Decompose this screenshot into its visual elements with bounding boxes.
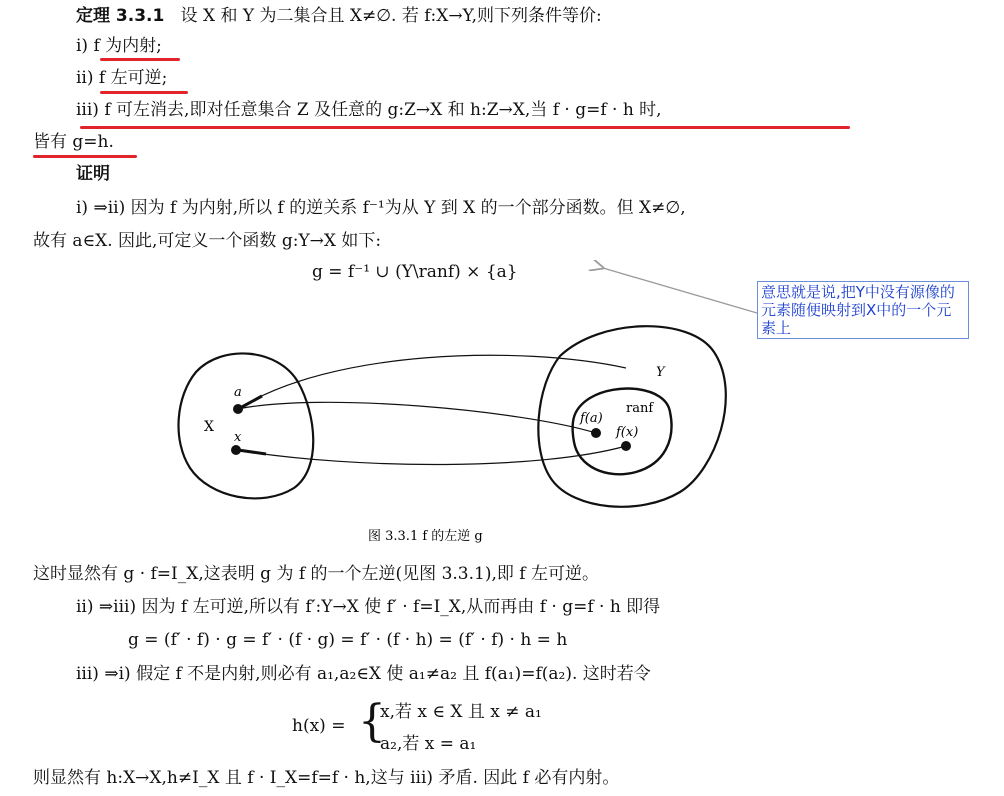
label-fa: f(a) bbox=[580, 411, 603, 426]
set-x-outline bbox=[179, 353, 314, 498]
red-underline bbox=[100, 58, 180, 61]
condition-i: i) f 为内射; bbox=[76, 36, 162, 56]
point-a bbox=[233, 404, 243, 414]
proof-line-1: i) ⇒ii) 因为 f 为内射,所以 f 的逆关系 f⁻¹为从 Y 到 X 的一个部分函数。但 X≠∅, bbox=[76, 198, 686, 218]
label-y-set: Y bbox=[656, 365, 665, 380]
curve-x-to-fx bbox=[236, 446, 626, 465]
point-fx bbox=[621, 441, 631, 451]
after-line-4: iii) ⇒i) 假定 f 不是内射,则必有 a₁,a₂∈X 使 a₁≠a₂ 且 f(a₁)=f(a₂). 这时若令 bbox=[76, 664, 651, 684]
formula-g: g = f⁻¹ ∪ (Y\ranf) × {a} bbox=[312, 262, 518, 282]
h-definition-lhs: h(x) = bbox=[292, 716, 346, 736]
point-x bbox=[231, 445, 241, 455]
after-line-3: g = (f′ · f) · g = f′ · (f · g) = f′ · (f · h) = (f′ · f) · h = h bbox=[128, 630, 568, 650]
h-brace: { bbox=[358, 696, 386, 747]
condition-ii: ii) f 左可逆; bbox=[76, 68, 168, 88]
curve-a-to-y bbox=[238, 355, 626, 409]
annotation-note[interactable]: 意思就是说,把Y中没有源像的元素随便映射到X中的一个元素上 bbox=[757, 281, 969, 339]
condition-iii: iii) f 可左消去,即对任意集合 Z 及任意的 g:Z→X 和 h:Z→X,当 f · g=f · h 时, bbox=[76, 100, 662, 120]
mapping-figure bbox=[0, 260, 1004, 560]
h-case-2: a₂,若 x = a₁ bbox=[380, 734, 477, 754]
red-underline bbox=[100, 91, 188, 94]
theorem-statement: 设 X 和 Y 为二集合且 X≠∅. 若 f:X→Y,则下列条件等价: bbox=[180, 6, 602, 26]
label-ranf: ranf bbox=[626, 401, 654, 416]
proof-line-2: 故有 a∈X. 因此,可定义一个函数 g:Y→X 如下: bbox=[33, 231, 382, 251]
label-x: x bbox=[234, 430, 242, 445]
red-underline bbox=[80, 126, 850, 129]
arrow-stub-x bbox=[238, 450, 266, 454]
label-x-set: X bbox=[204, 419, 214, 435]
point-fa bbox=[591, 428, 601, 438]
red-underline bbox=[33, 155, 137, 158]
figure-caption: 图 3.3.1 f 的左逆 g bbox=[368, 529, 483, 544]
callout-arrow bbox=[603, 268, 757, 313]
theorem-line bbox=[76, 4, 602, 28]
h-case-1: x,若 x ∈ X 且 x ≠ a₁ bbox=[380, 702, 542, 722]
after-line-1: 这时显然有 g · f=I_X,这表明 g 为 f 的一个左逆(见图 3.3.1),即 f 左可逆。 bbox=[33, 564, 599, 584]
after-line-2: ii) ⇒iii) 因为 f 左可逆,所以有 f′:Y→X 使 f′ · f=I_X,从而再由 f · g=f · h 即得 bbox=[76, 597, 661, 617]
proof-heading: 证明 bbox=[76, 164, 110, 184]
theorem-title: 定理 3.3.1 bbox=[76, 6, 165, 26]
condition-iii-cont: 皆有 g=h. bbox=[33, 132, 114, 152]
curve-a-to-fa bbox=[238, 402, 596, 433]
after-line-5: 则显然有 h:X→X,h≠I_X 且 f · I_X=f=f · h,这与 iii) 矛盾. 因此 f 必有内射。 bbox=[33, 768, 620, 788]
label-fx: f(x) bbox=[616, 425, 639, 440]
set-y-outline bbox=[538, 326, 725, 507]
label-a: a bbox=[234, 385, 242, 400]
